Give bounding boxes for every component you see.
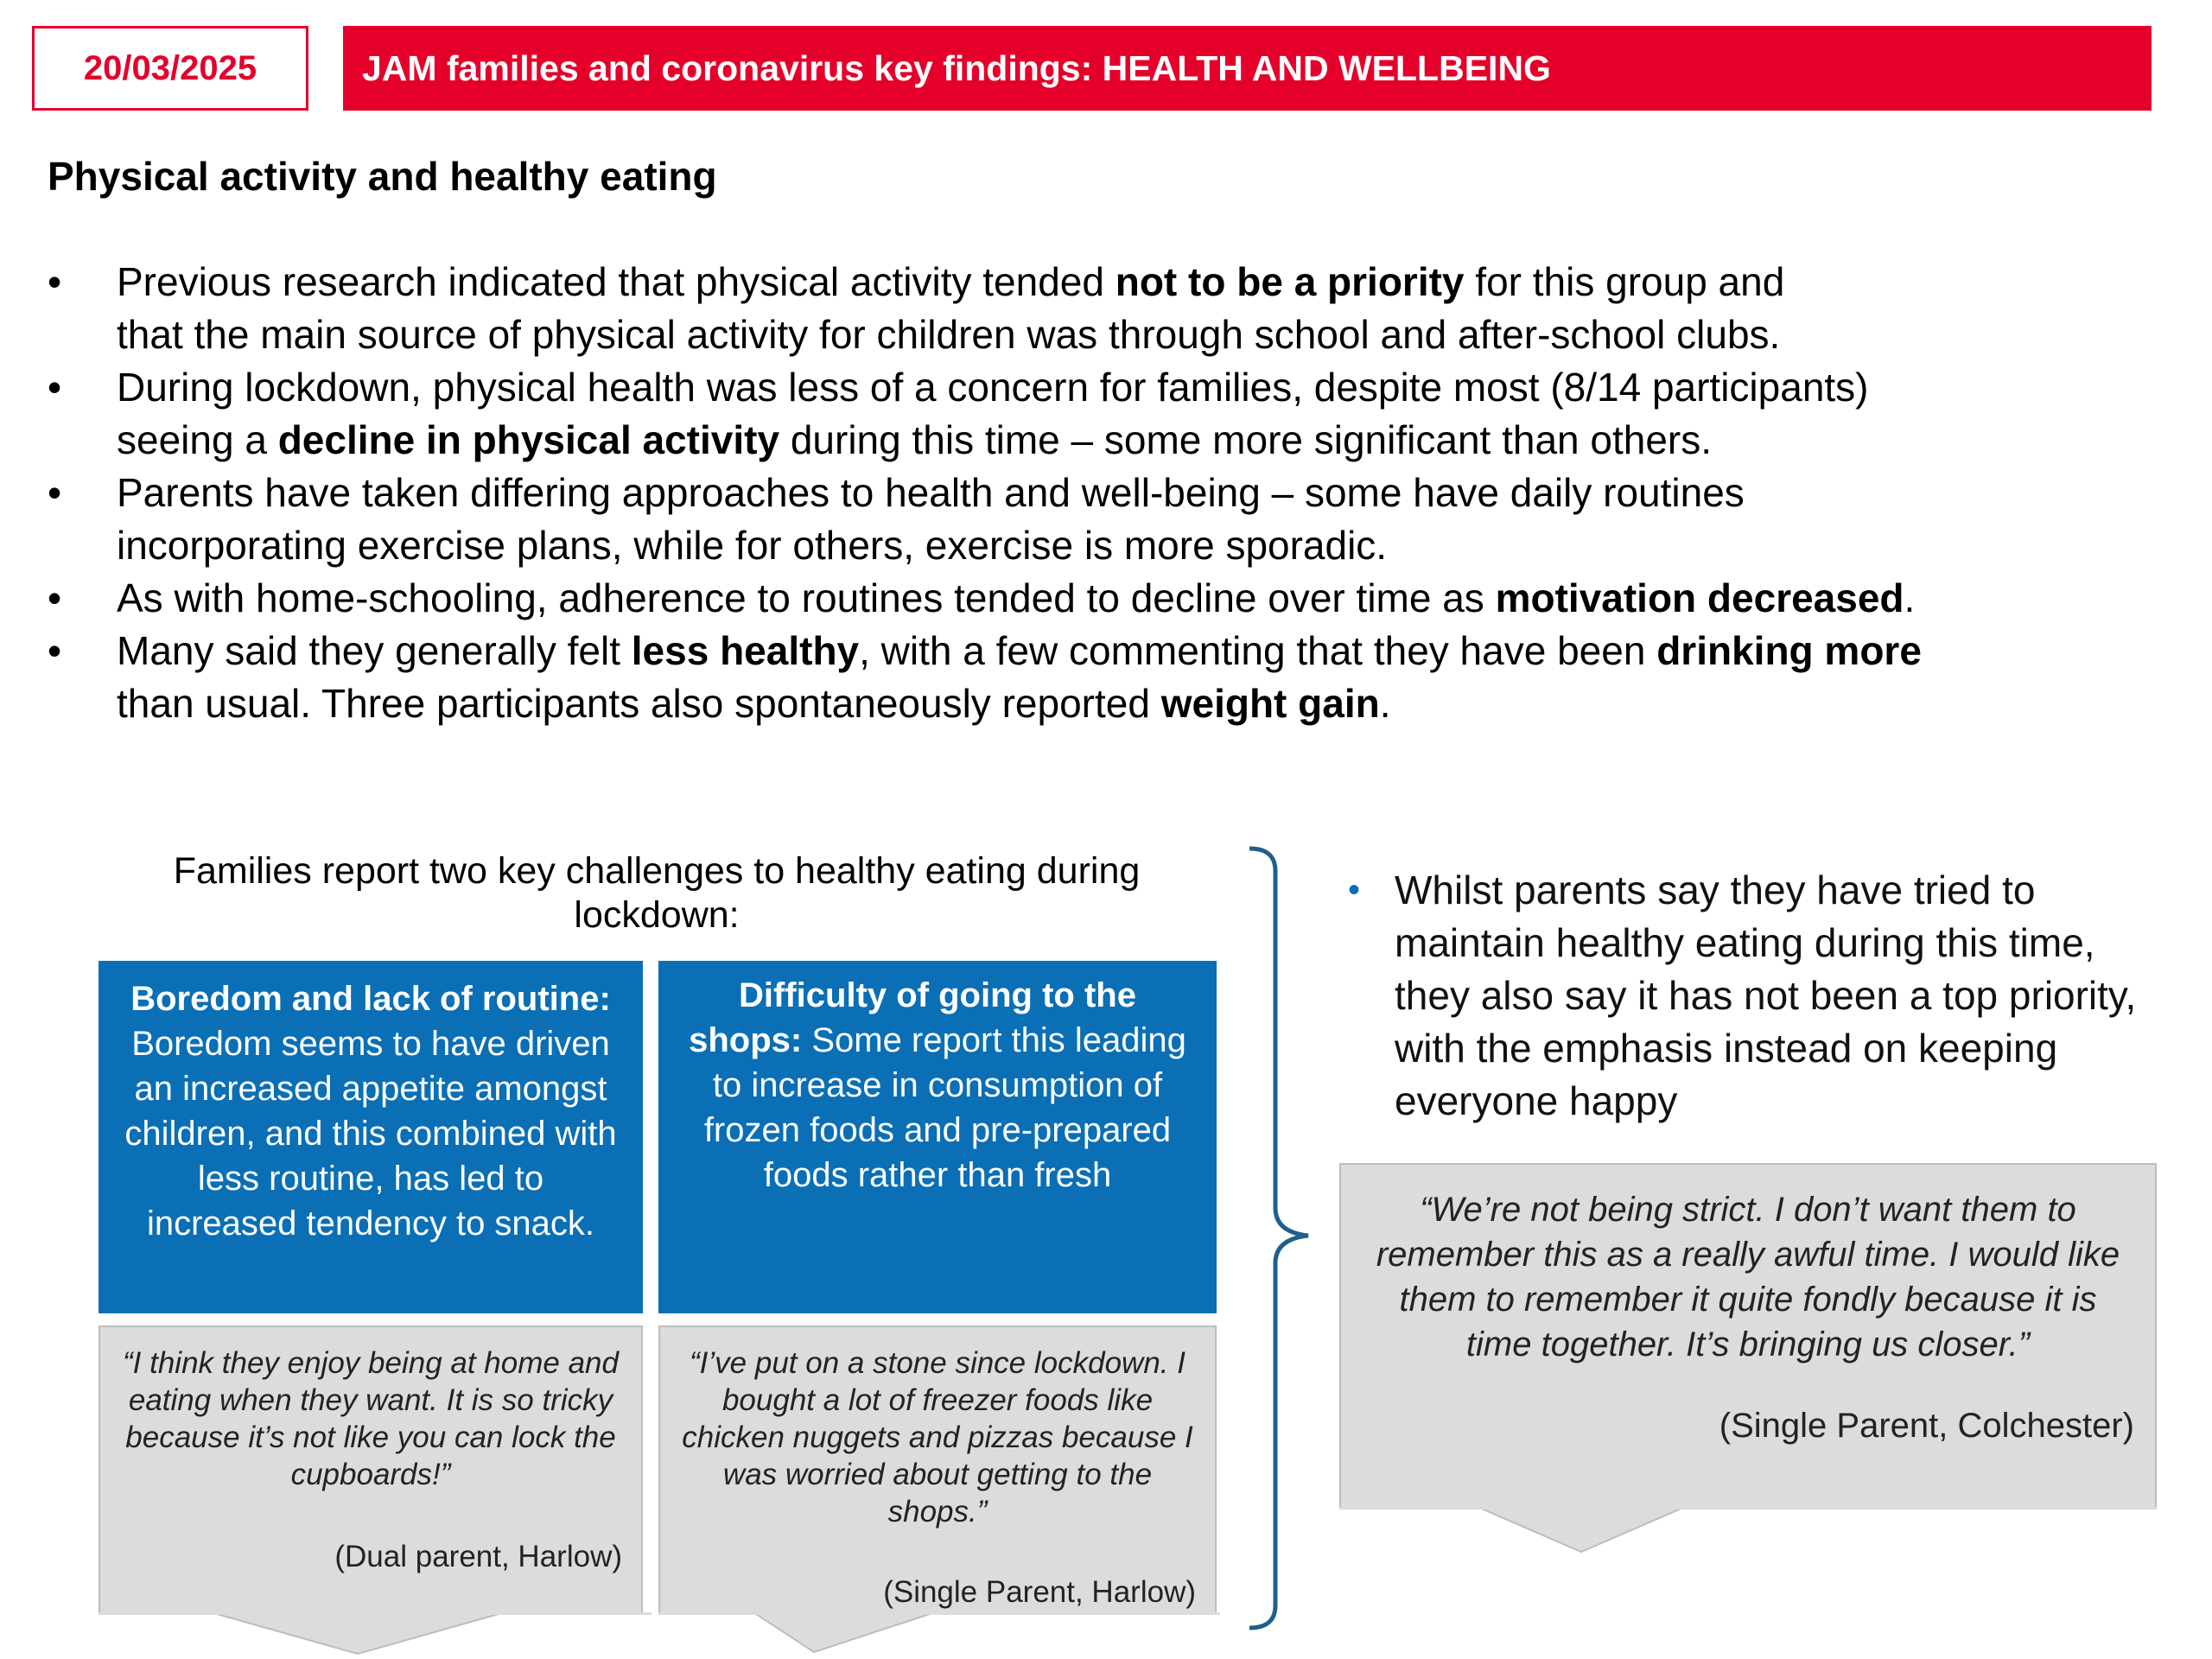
bullet-dot: • <box>48 628 62 673</box>
quote-text: “I’ve put on a stone since lockdown. I bought a lot of freezer foods like chicken nuggets and pizzas because I was worried about getting to the shops.” <box>682 1346 1193 1529</box>
bullet-dot: • <box>48 470 62 515</box>
quote-text: “I think they enjoy being at home and eating when they want. It is so tricky because it’s not like you can lock the cupboards!” <box>123 1346 619 1491</box>
quote-attribution: (Single Parent, Colchester) <box>1719 1407 2134 1445</box>
callout-pointer <box>99 1612 652 1657</box>
bullet-dot: • <box>48 575 62 620</box>
challenge-body: Some report this leading to increase in consumption of frozen foods and pre-prepared foods rather than fresh <box>703 1021 1186 1194</box>
challenge-box-boredom <box>99 961 643 1313</box>
challenge-title: Difficulty of going to the shops: <box>689 976 1136 1059</box>
emphasis: motivation decreased <box>1495 575 1904 620</box>
quote-box-single-parent-colchester <box>1339 1163 2157 1509</box>
bullet-item: • Many said they generally felt less healthy, with a few commenting that they have been drinking more than usual. Three participants also spontaneously reported weight gain. <box>48 625 2156 730</box>
challenge-title: Boredom and lack of routine: <box>130 980 611 1018</box>
emphasis: weight gain <box>1160 681 1380 726</box>
date-badge <box>32 26 308 111</box>
bullet-item: • Previous research indicated that physical activity tended not to be a priority for this group and that the main source of physical activity for children was through school and after-school clubs. <box>48 256 2156 361</box>
bracket-connector <box>1244 845 1313 1631</box>
bullet-item: • During lockdown, physical health was less of a concern for families, despite most (8/14 participants) seeing a decline in physical activity during this time – some more significant than others. <box>48 361 2156 467</box>
page-title: JAM families and coronavirus key findings: HEALTH AND WELLBEING <box>362 48 1551 88</box>
emphasis: less healthy <box>631 628 860 673</box>
callout-pointer <box>1339 1507 2160 1555</box>
bullet-dot: • <box>48 259 62 304</box>
challenge-body: Boredom seems to have driven an increased appetite amongst children, and this combined with less routine, has led to increased tendency to snack. <box>124 1025 617 1243</box>
quote-attribution: (Single Parent, Harlow) <box>883 1575 1196 1609</box>
quote-box-single-parent-harlow <box>658 1325 1217 1614</box>
quote-attribution: (Dual parent, Harlow) <box>334 1540 622 1573</box>
quote-box-dual-parent <box>99 1325 643 1614</box>
bullet-item: • Parents have taken differing approaches to health and well-being – some have daily routines incorporating exercise plans, while for others, exercise is more sporadic. <box>48 467 2156 572</box>
title-banner <box>343 26 2152 111</box>
quote-text: “We’re not being strict. I don’t want them to remember this as a really awful time. I would like them to remember it quite fondly because it is time together. It’s bringing us closer.” <box>1376 1191 2120 1363</box>
bullet-item: • As with home-schooling, adherence to routines tended to decline over time as motivation decreased. <box>48 572 2156 625</box>
summary-text: Whilst parents say they have tried to maintain healthy eating during this time, they also say it has not been a top priority, with the emphasis instead on keeping everyone happy <box>1395 868 2137 1123</box>
emphasis: drinking more <box>1656 628 1922 673</box>
date-text: 20/03/2025 <box>83 48 257 87</box>
emphasis: not to be a priority <box>1115 259 1465 304</box>
right-summary-bullet <box>1348 864 2169 1128</box>
challenge-box-shops <box>658 961 1217 1313</box>
callout-pointer <box>658 1612 1220 1657</box>
bullet-dot: • <box>1348 871 1361 909</box>
section-heading: Physical activity and healthy eating <box>48 154 717 199</box>
findings-bullet-list <box>48 256 2156 730</box>
emphasis: decline in physical activity <box>277 417 780 462</box>
challenges-heading: Families report two key challenges to healthy eating during lockdown: <box>173 850 1141 936</box>
bullet-dot: • <box>48 365 62 410</box>
